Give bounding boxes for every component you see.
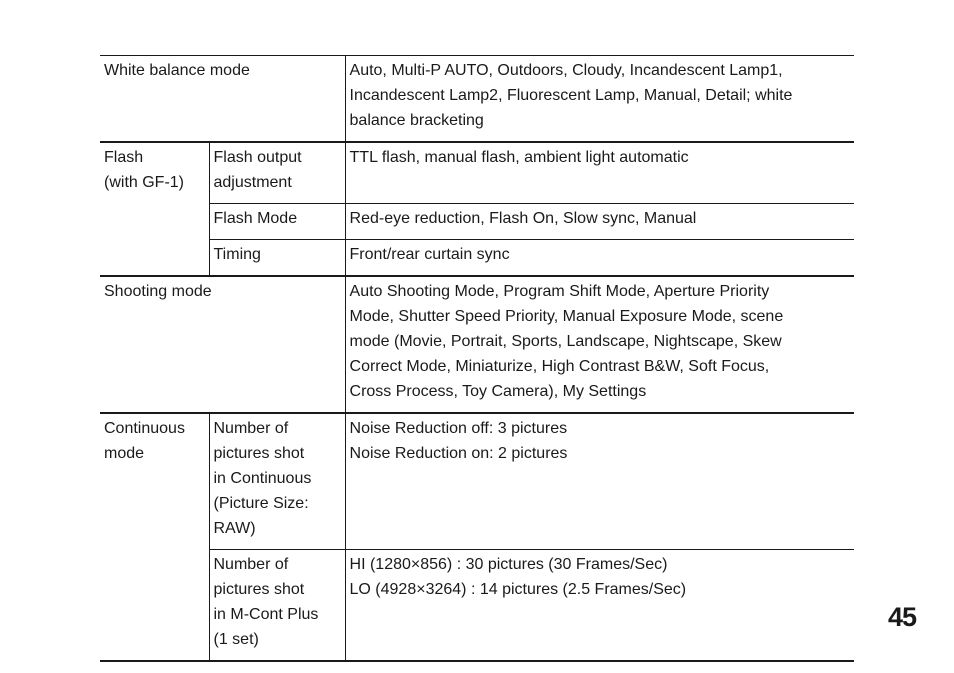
spec-table	[100, 55, 854, 662]
table-row-flash-output	[100, 142, 854, 204]
continuous-count-label: Number of pictures shot in Continuous (Picture Size: RAW)	[209, 413, 345, 550]
table-row-white-balance	[100, 56, 854, 143]
continuous-count-value: Noise Reduction off: 3 pictures Noise Reduction on: 2 pictures	[345, 413, 854, 550]
table-row-flash-mode	[100, 204, 854, 240]
flash-timing-label: Timing	[209, 240, 345, 277]
white-balance-label: White balance mode	[100, 56, 345, 143]
flash-mode-label: Flash Mode	[209, 204, 345, 240]
table-row-flash-timing	[100, 240, 854, 277]
flash-mode-value: Red-eye reduction, Flash On, Slow sync, Manual	[345, 204, 854, 240]
m-cont-plus-label: Number of pictures shot in M-Cont Plus (1 set)	[209, 550, 345, 662]
shooting-mode-label: Shooting mode	[100, 276, 345, 413]
white-balance-value: Auto, Multi-P AUTO, Outdoors, Cloudy, Incandescent Lamp1, Incandescent Lamp2, Fluorescent Lamp, Manual, Detail; white balance bracketing	[345, 56, 854, 143]
flash-output-label: Flash output adjustment	[209, 142, 345, 204]
flash-group-label: Flash (with GF-1)	[100, 142, 209, 276]
page-number: 45	[887, 602, 916, 632]
flash-timing-value: Front/rear curtain sync	[345, 240, 854, 277]
table-row-shooting-mode	[100, 276, 854, 413]
table-row-m-cont-plus	[100, 550, 854, 662]
shooting-mode-value: Auto Shooting Mode, Program Shift Mode, Aperture Priority Mode, Shutter Speed Priority, Manual Exposure Mode, scene mode (Movie, Portrait, Sports, Landscape, Nightscape, Skew Correct Mode, Miniaturize, High Contrast B&W, Soft Focus, Cross Process, Toy Camera), My Settings	[345, 276, 854, 413]
flash-output-value: TTL flash, manual flash, ambient light automatic	[345, 142, 854, 204]
continuous-group-label: Continuous mode	[100, 413, 209, 661]
table-row-continuous	[100, 413, 854, 550]
m-cont-plus-value: HI (1280×856) : 30 pictures (30 Frames/Sec) LO (4928×3264) : 14 pictures (2.5 Frames/Sec)	[345, 550, 854, 662]
